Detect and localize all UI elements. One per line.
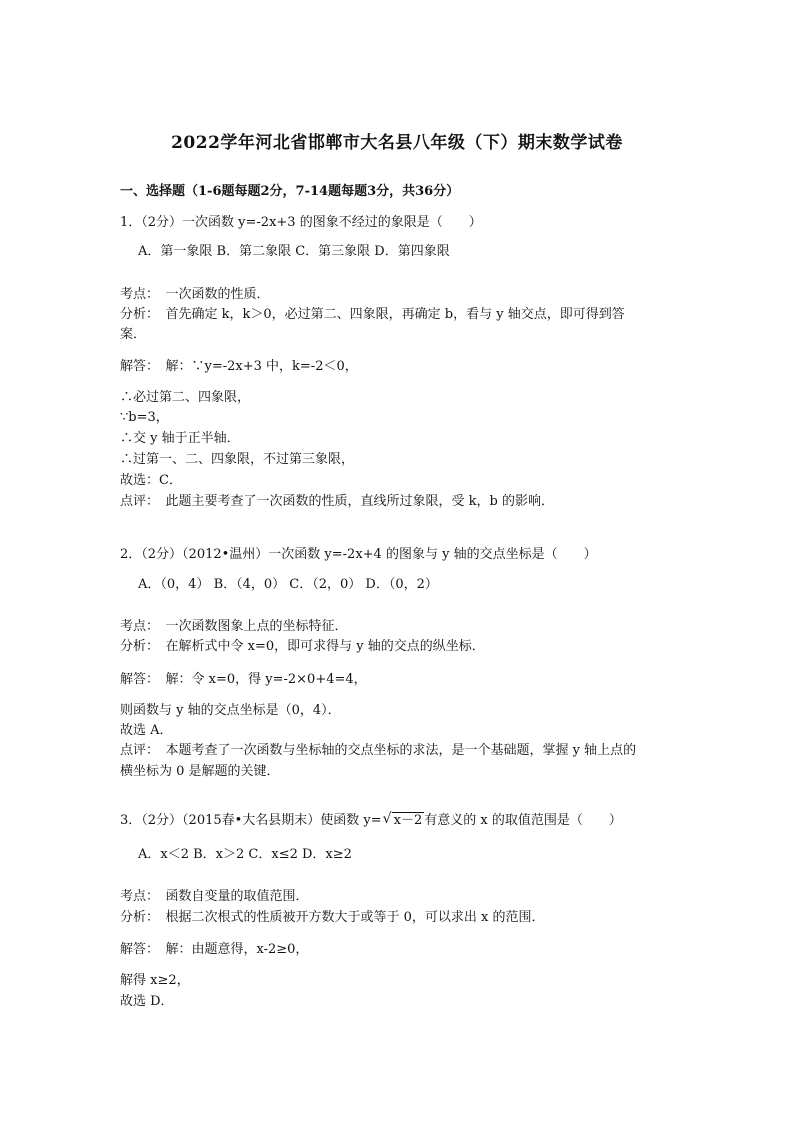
sqrt-sign-icon: √ [382,811,392,827]
q2-kaodian: 考点： 一次函数图象上点的坐标特征． [120,619,348,634]
q3-fenxi: 分析： 根据二次根式的性质被开方数大于或等于 0，可以求出 x 的范围． [120,910,545,925]
section-heading: 一、选择题（1-6题每题2分，7-14题每题3分，共36分） [120,184,460,199]
sqrt-radicand: x－2 [393,813,423,828]
q1-options: A．第一象限 B．第二象限 C．第三象限 D．第四象限 [138,244,450,259]
q2-dianping-cont: 横坐标为 0 是解题的关键． [120,764,280,779]
q1-fenxi: 分析： 首先确定 k，k＞0，必过第二、四象限，再确定 b，看与 y 轴交点，即可得到答 [120,307,625,322]
q3-stem-post: 有意义的 x 的取值范围是（ ） [424,813,622,828]
q2-step: 则函数与 y 轴的交点坐标是（0，4）． [120,703,341,718]
q3-stem-pre: 3．（2分）（2015春•大名县期末）使函数 y= [120,813,382,828]
page-title: 2022学年河北省邯郸市大名县八年级（下）期末数学试卷 [171,133,623,153]
q3-step: 解得 x≥2， [120,973,190,988]
q2-answer: 故选 A． [120,723,173,738]
q3-answer: 故选 D． [120,994,174,1009]
q1-answer: 故选：C． [120,473,182,488]
q3-options: A．x＜2 B．x＞2 C．x≤2 D．x≥2 [138,847,352,862]
q3-jieda: 解答： 解：由题意得，x-2≥0， [120,942,309,957]
q1-dianping: 点评： 此题主要考查了一次函数的性质，直线所过象限，受 k，b 的影响． [120,494,554,509]
q1-kaodian: 考点： 一次函数的性质． [120,287,270,302]
q1-jieda: 解答： 解：∵y=-2x+3 中，k=-2＜0， [120,359,358,374]
q1-step: ∴必过第二、四象限， [120,390,251,405]
q2-options: A．（0，4） B．（4，0） C．（2，0） D．（0，2） [138,577,438,592]
q2-fenxi: 分析： 在解析式中令 x=0，即可求得与 y 轴的交点的纵坐标． [120,639,485,654]
q2-stem: 2．（2分）（2012•温州）一次函数 y=-2x+4 的图象与 y 轴的交点坐标是（ ） [120,547,597,562]
q1-stem: 1．（2分）一次函数 y=-2x+3 的图象不经过的象限是（ ） [120,215,482,230]
q1-step: ∴过第一、二、四象限，不过第三象限， [120,452,355,467]
q1-step: ∵b=3， [120,410,169,425]
q2-dianping: 点评： 本题考查了一次函数与坐标轴的交点坐标的求法，是一个基础题，掌握 y 轴上点的 [120,743,637,758]
q1-step: ∴交 y 轴于正半轴． [120,431,240,446]
q1-fenxi-cont: 案． [120,327,147,342]
q2-jieda: 解答： 解：令 x=0，得 y=-2×0+4=4， [120,672,367,687]
q3-stem [120,812,622,830]
q3-kaodian: 考点： 函数自变量的取值范围． [120,889,309,904]
sqrt-expression [383,812,425,830]
